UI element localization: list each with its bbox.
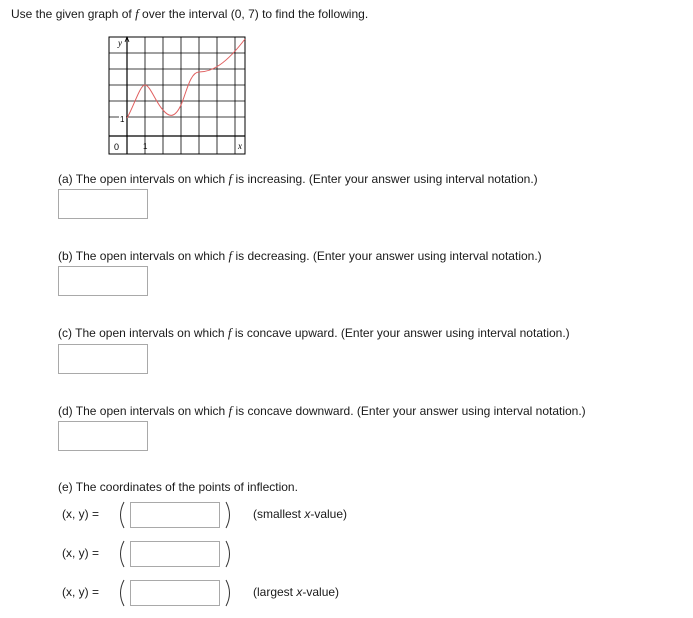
inflection-point-2-input[interactable] xyxy=(130,541,220,567)
open-paren xyxy=(114,578,128,608)
intro-text: Use the given graph of xyxy=(11,7,136,21)
close-paren xyxy=(222,500,236,530)
answer-a-input[interactable] xyxy=(58,189,148,219)
origin-label: 0 xyxy=(114,142,120,152)
problem-statement xyxy=(11,6,368,22)
question-a-prefix: (a) The open intervals on which xyxy=(58,172,229,186)
point-label: (x, y) = xyxy=(62,507,100,521)
close-paren xyxy=(222,578,236,608)
question-b-function: f xyxy=(228,248,233,263)
graph-grid xyxy=(109,37,245,154)
question-a-text: is increasing. (Enter your answer using interval notation.) xyxy=(232,172,538,186)
x-axis-label: x xyxy=(238,141,242,151)
question-b xyxy=(58,248,542,264)
answer-d-input[interactable] xyxy=(58,421,148,451)
inflection-point-3-input[interactable] xyxy=(130,580,220,606)
close-paren xyxy=(222,539,236,569)
point-label: (x, y) = xyxy=(62,546,100,560)
largest-x-note: (largest x-value) xyxy=(253,585,340,599)
question-b-prefix: (b) The open intervals on which xyxy=(58,249,229,263)
answer-b-input[interactable] xyxy=(58,266,148,296)
question-b-text: is decreasing. (Enter your answer using interval notation.) xyxy=(232,249,542,263)
open-paren xyxy=(114,500,128,530)
point-label: (x, y) = xyxy=(62,585,100,599)
question-c-prefix: (c) The open intervals on which xyxy=(58,326,228,340)
question-d-prefix: (d) The open intervals on which xyxy=(58,404,229,418)
question-c-text: is concave upward. (Enter your answer using interval notation.) xyxy=(231,326,570,340)
open-paren xyxy=(114,539,128,569)
question-e: (e) The coordinates of the points of inflection. xyxy=(58,480,298,494)
function-graph xyxy=(108,36,248,156)
function-name: f xyxy=(135,6,139,21)
question-c-function: f xyxy=(227,325,232,340)
answer-c-input[interactable] xyxy=(58,344,148,374)
question-c xyxy=(58,325,570,341)
inflection-point-1-input[interactable] xyxy=(130,502,220,528)
question-a-function: f xyxy=(228,171,233,186)
smallest-x-note: (smallest x-value) xyxy=(253,507,348,521)
x-tick-label: 1 xyxy=(143,142,148,151)
question-d-text: is concave downward. (Enter your answer using interval notation.) xyxy=(232,404,586,418)
y-axis-label: y xyxy=(118,38,122,48)
y-tick-label: 1 xyxy=(120,115,125,124)
question-d xyxy=(58,403,586,419)
intro-text-end: over the interval (0, 7) to find the following. xyxy=(138,7,369,21)
question-a xyxy=(58,171,538,187)
question-d-function: f xyxy=(228,403,233,418)
